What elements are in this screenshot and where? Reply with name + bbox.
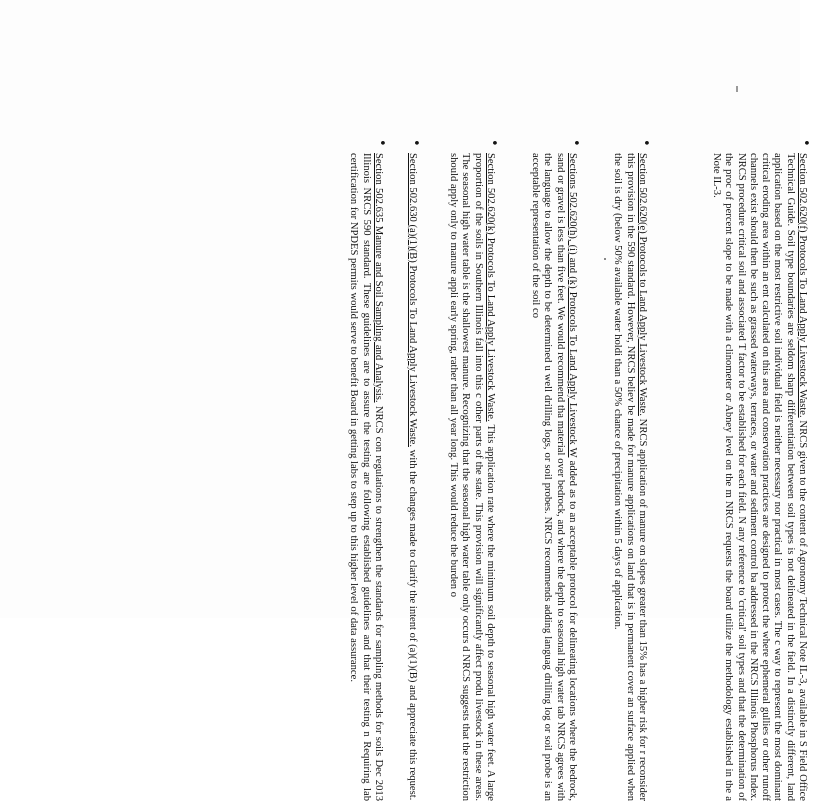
comment-paragraph (406, 153, 418, 801)
section-title: Section 502.620(f) Protocols To Land Apply Livestock Waste. (797, 153, 808, 418)
comment-paragraph (447, 153, 496, 801)
comment-item-6 (347, 139, 389, 801)
bullet-icon: • (568, 139, 583, 147)
comment-paragraph (529, 153, 578, 801)
section-text: with the changes made to clarify the intent of (a)(1)(B) and appreciate this request. (407, 449, 418, 801)
bullet-icon: • (374, 139, 389, 147)
section-text: This application rate where the minimum soil depth to seasonal high water feet. A large proportion of the soils in Southern Illinois fall into this c other parts of the state. This provision will significantly affect produ livestock in these areas. The seasonal high water table is the shallowest manure. Recognizing that the seasonal high water table only occurs d NRCS suggests that the restriction should apply only to manure appli early spring, rather than all year long. This would reduce the burden o (448, 153, 496, 801)
comment-paragraph (347, 153, 384, 801)
section-title: Section 502.620(k) Protocols To Land Apply Livestock Waste. (485, 153, 496, 422)
section-text: NRCS con regulations to strengthen the standards for sampling methods for soils Dec 2013 Illinois NRCS 590 standard. These guidelines are to assure the testing are following established guidelines and that their testing n Requiring lab certification for NPDES permits would serve to benefit Board in getting labs to step up to this higher level of data assurance. (348, 153, 384, 801)
bullet-icon: • (486, 139, 501, 147)
section-title: Section 502.630 (a)(1)(B) Protocols To Land Apply Livestock Waste. (407, 153, 418, 448)
comment-paragraph (710, 153, 808, 801)
comment-item-5 (406, 139, 423, 801)
comment-item-4 (447, 139, 501, 801)
section-title: Section 502.635 Manure and Soil Sampling and Analysis. (373, 153, 384, 403)
scan-mark (736, 86, 738, 92)
comment-item-2 (611, 139, 653, 801)
bullet-icon: • (798, 139, 813, 147)
comment-paragraph (611, 153, 648, 801)
comment-item-3 (529, 139, 583, 801)
bullet-icon: • (638, 139, 653, 147)
scan-speck (604, 258, 606, 260)
section-text: added as to an acceptable protocol for delineating locations where the bedrock, sand or gravel is less than five feet. We would recommend tha material over bedrock, and where the depth to seasonal high water tab NRCS agrees with the language to allow the depth to be determined u well drilling logs, or soil probes. NRCS recommends adding languag drilling log or soil probe is an acceptable representation of the soil co (530, 153, 578, 801)
rotated-text-column (160, 139, 813, 801)
section-title: Sections 502.620(h), (i) and (k) Protocols To Land Apply Livestock W (567, 153, 578, 458)
comment-item-1 (710, 139, 813, 801)
section-text: NRCS given to the content of Agronomy Technical Note IL-3, available in S Field Office Technical Guide. Soil type boundaries are seldom sharp differentiation between soil types is not delineated in the field. In a distinctly different, land application based on the most restrictive soil individual field is neither necessary nor practical in most cases. The c way to represent the most dominant critical eroding area within an ent calculated on this area and conservation practices are designed to protect the where ephemeral gullies or other runoff channels exist should then be such as grassed waterways, terraces, or water and sediment control ba addressed in the NRCS Illinois Phosphorus Index. NRCS procedure critical soil and associated T factor to be established for each field. N any reference to 'critical' soil types and that the determination of the proc of percent slope to be made with a clinometer or Abney level on the m NRCS requests the board utilize the methodology established in the a Note IL-3. (710, 153, 808, 801)
bullet-icon: • (408, 139, 423, 147)
section-text: NRCS application of manure on slopes greater than 15% has a higher risk for r reconsider this provision in the 590 standard. However, NRCS believ be made for manure applications on land that is in permanent cover an surface applied when the soil is dry (below 50% available water holdi than a 50% chance of precipitation within 5 days of application. (612, 153, 648, 801)
section-title: Section 502.620(e) Protocols to Land Apply Livestock Waste. (637, 153, 648, 416)
